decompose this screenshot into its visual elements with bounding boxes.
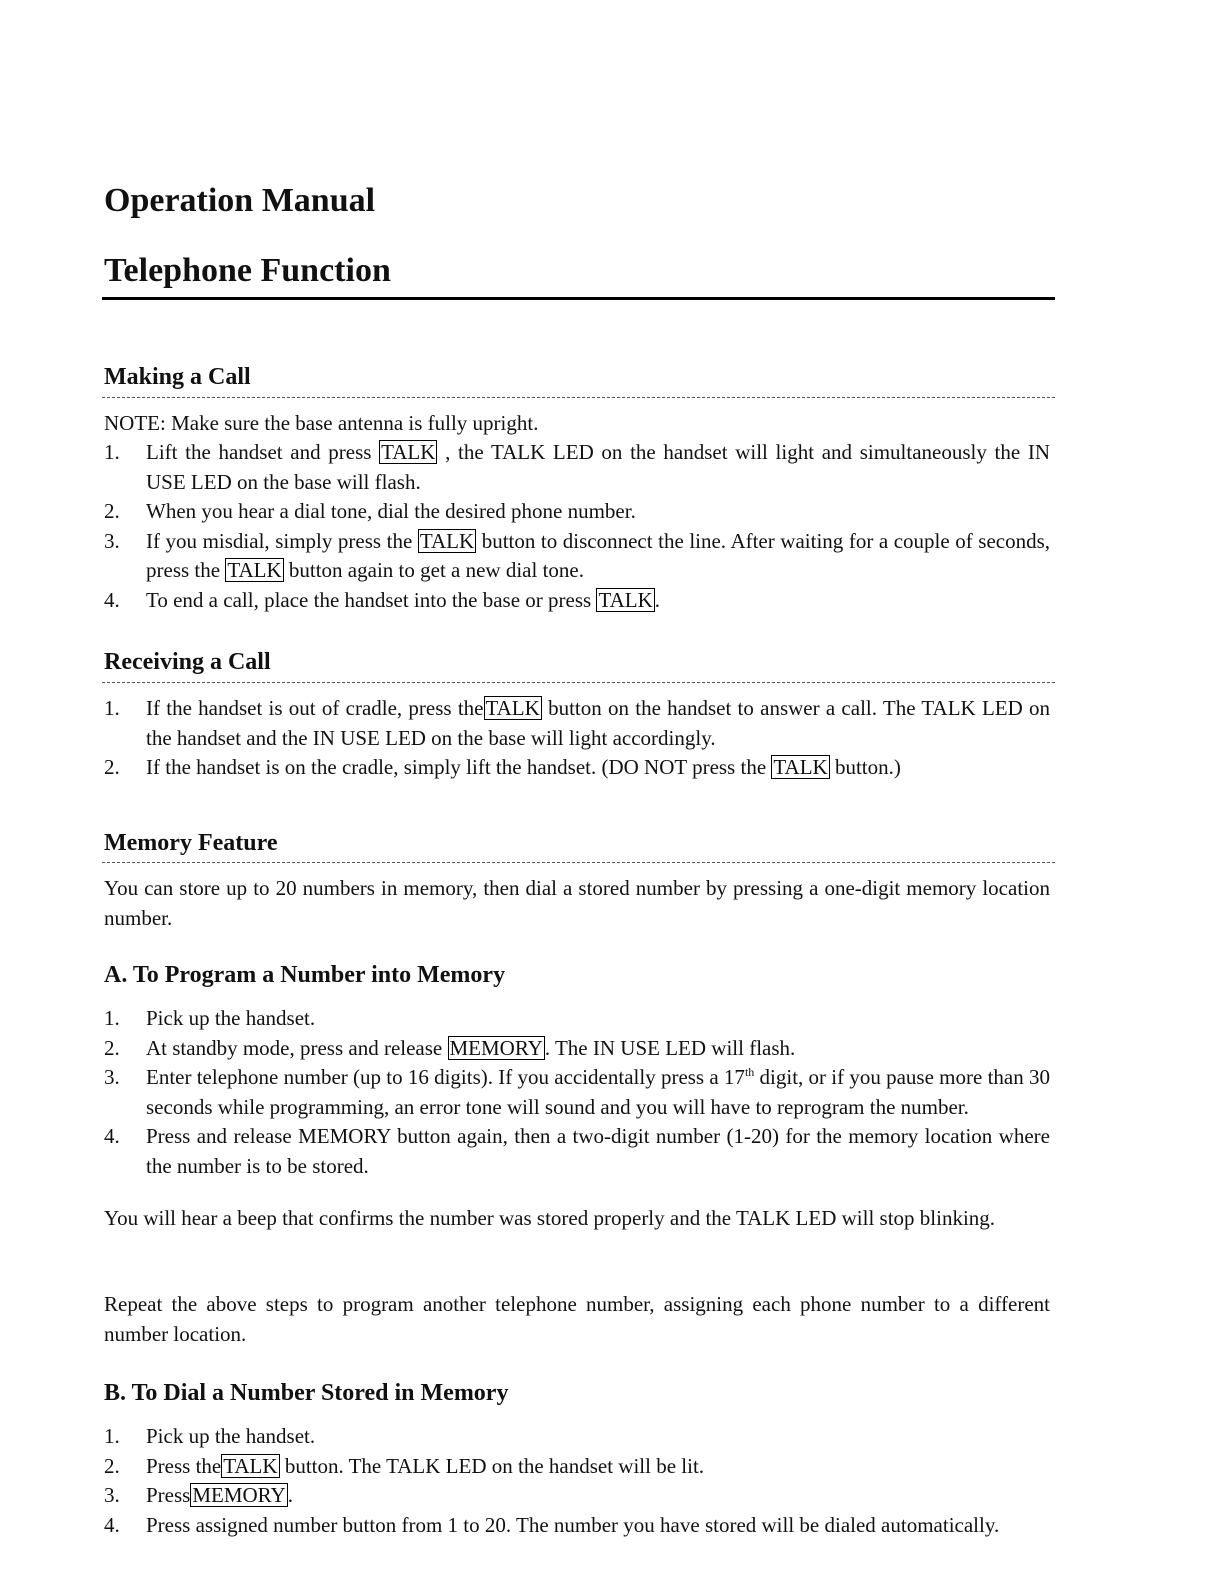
step-text: Pick up the handset. [146,1424,316,1448]
step-text: If the handset is on the cradle, simply lift the handset. (DO NOT press the [146,755,767,779]
list-item [104,586,1050,616]
list-item [104,1481,1050,1511]
step-number: 4. [104,587,120,612]
dial-steps [104,1422,1050,1540]
memory-feature-rule [102,862,1055,863]
step-text: . The IN USE LED will flash. [544,1035,796,1060]
step-text: button on the handset to answer a call. The TALK LED on the handset and the IN USE LED on the base will light accordingly. [146,696,1051,750]
step-text: button to disconnect the line. After waiting for a couple of seconds, press the [146,528,1051,582]
list-item [104,438,1050,497]
making-call-steps [104,438,1050,615]
step-number: 2. [104,1453,120,1478]
step-text: digit, or if you pause more than 30 seconds while programming, an error tone will sound and you will have to reprogram the number. [146,1065,1050,1119]
step-text: At standby mode, press and release [146,1035,443,1060]
making-call-heading: Making a Call [104,364,251,390]
step-text: Enter telephone number (up to 16 digits). If you accidentally press a 17 [146,1065,745,1089]
title-rule [102,297,1055,300]
list-item [104,694,1050,753]
list-item [104,1511,1050,1541]
program-repeat: Repeat the above steps to program another telephone number, assigning each phone number to a different number location. [104,1292,1050,1346]
memory-feature-intro: You can store up to 20 numbers in memory, then dial a stored number by pressing a one-digit memory location number. [104,876,1050,930]
step-number: 3. [104,1065,120,1089]
step-number: 3. [104,1483,120,1507]
step-text: , the TALK LED on the handset will light and simultaneously the IN USE LED on the base will flash. [146,440,1051,494]
document-subtitle: Telephone Function [104,252,391,289]
step-number: 2. [104,755,120,779]
list-item [104,1034,1050,1064]
step-number: 3. [104,528,120,553]
step-text: Press [146,1483,191,1507]
step-text: . [654,587,661,612]
step-number: 1. [104,696,120,720]
step-number: 1. [104,440,120,464]
step-number: 2. [104,1035,120,1060]
memory-key-label: MEMORY [192,1483,286,1507]
memory-key-label: MEMORY [449,1035,543,1060]
step-text: To end a call, place the handset into the base or press [146,587,592,612]
talk-key-label: TALK [773,755,828,779]
receiving-call-rule [102,682,1055,683]
program-steps [104,1004,1050,1181]
program-heading: A. To Program a Number into Memory [104,962,506,988]
talk-key-label: TALK [598,587,653,612]
list-item [104,497,1050,527]
step-number: 1. [104,1006,120,1030]
step-text: When you hear a dial tone, dial the desired phone number. [146,499,636,523]
dial-heading: B. To Dial a Number Stored in Memory [104,1380,509,1406]
list-item [104,1452,1050,1482]
step-text: . [287,1483,293,1507]
ordinal-suffix: th [744,1065,755,1079]
talk-key-label: TALK [227,558,282,582]
step-text: Lift the handset and press [146,440,372,464]
list-item [104,753,1050,783]
step-number: 4. [104,1124,120,1148]
document-title: Operation Manual [104,182,376,219]
step-text: button. The TALK LED on the handset will be lit. [284,1453,705,1478]
list-item [104,1004,1050,1034]
talk-key-label: TALK [485,696,540,720]
talk-key-label: TALK [381,440,436,464]
step-text: button again to get a new dial tone. [288,558,584,582]
receiving-call-steps [104,694,1050,783]
list-item [104,527,1050,586]
list-item [104,1122,1050,1181]
step-number: 1. [104,1424,120,1448]
step-text: Press assigned number button from 1 to 20. The number you have stored will be dialed automatically. [146,1512,1000,1537]
step-number: 4. [104,1512,120,1537]
receiving-call-heading: Receiving a Call [104,649,271,675]
list-item [104,1422,1050,1452]
memory-feature-heading: Memory Feature [104,830,278,856]
program-confirm: You will hear a beep that confirms the number was stored properly and the TALK LED will stop blinking. [104,1206,996,1230]
step-number: 2. [104,499,120,523]
step-text: Pick up the handset. [146,1006,316,1030]
step-text: If you misdial, simply press the [146,528,413,553]
step-text: Press and release MEMORY button again, then a two-digit number (1-20) for the memory location where the number is to be stored. [146,1124,1050,1178]
making-call-note: NOTE: Make sure the base antenna is fully upright. [104,411,539,435]
talk-key-label: TALK [223,1453,278,1478]
talk-key-label: TALK [419,528,475,553]
step-text: If the handset is out of cradle, press the [146,696,484,720]
step-text: Press the [146,1453,222,1478]
making-call-rule [102,397,1055,398]
step-text: button.) [834,755,901,779]
list-item [104,1063,1050,1122]
